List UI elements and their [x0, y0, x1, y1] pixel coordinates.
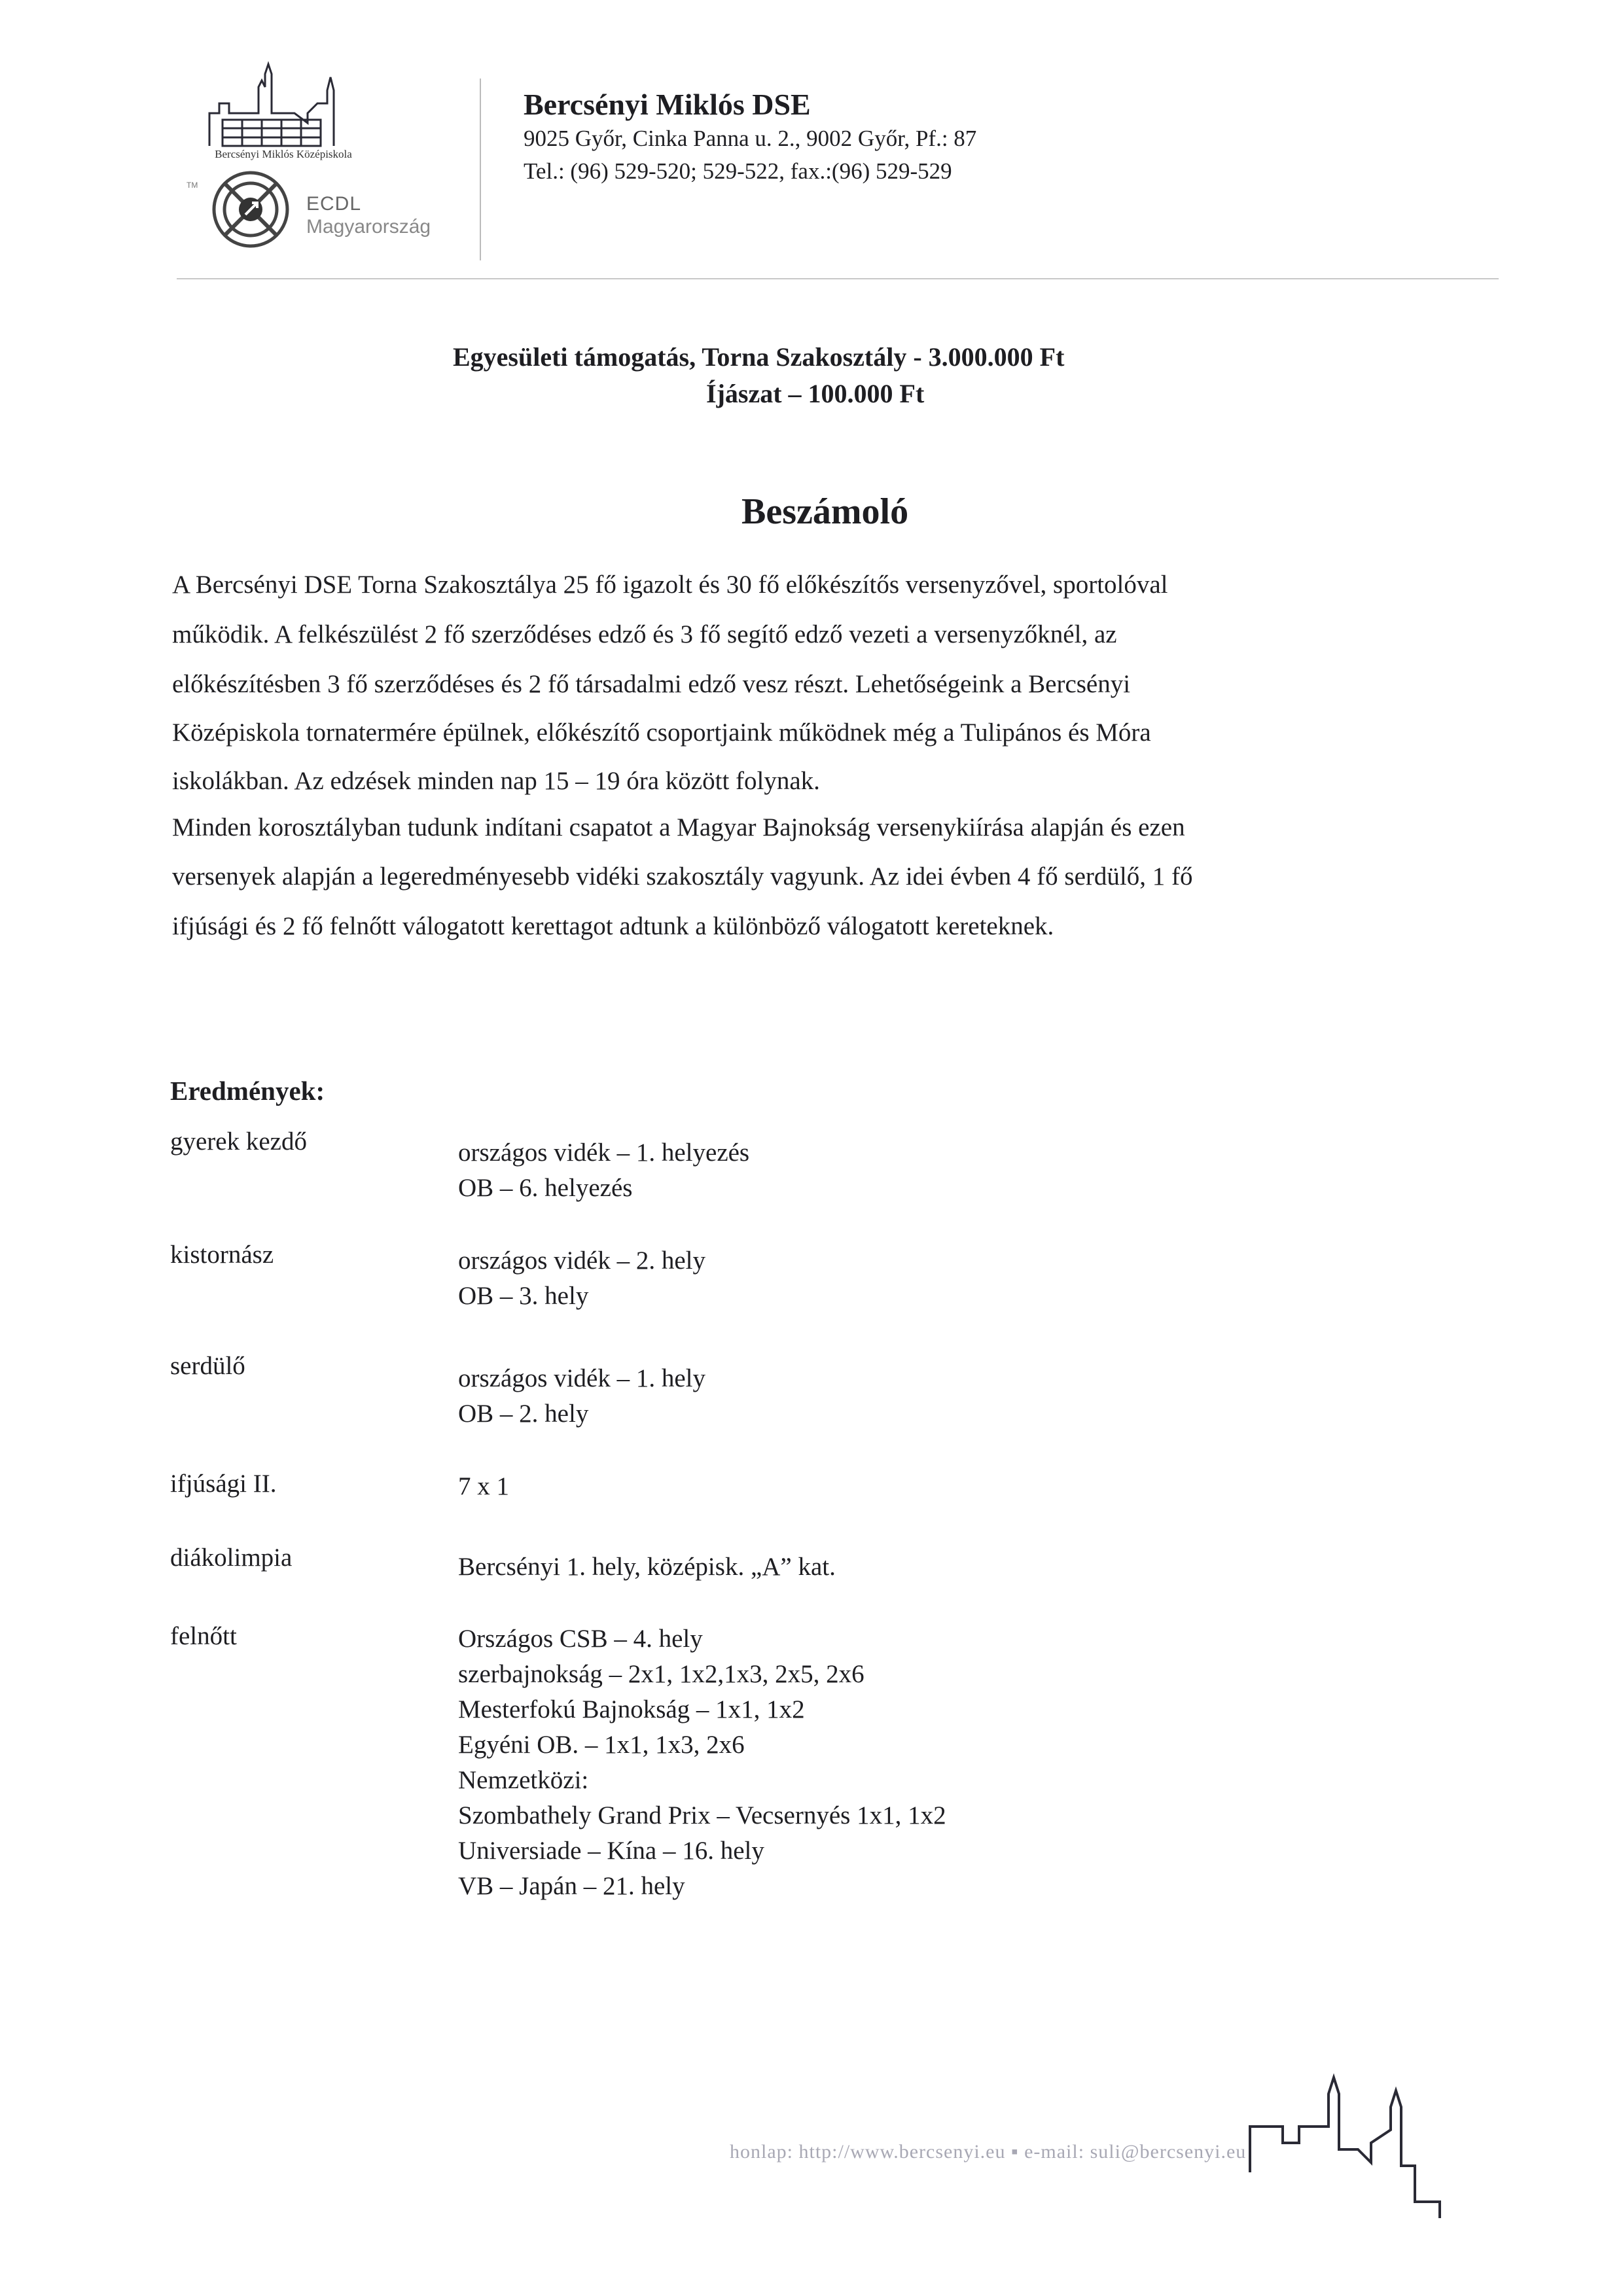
paragraph-line: működik. A felkészülést 2 fő szerződéses edző és 3 fő segítő edző vezeti a versenyzőknél, az [172, 620, 1117, 648]
paragraph-line: Minden korosztályban tudunk indítani csapatot a Magyar Bajnokság versenykiírása alapján és ezen [172, 813, 1185, 841]
result-line: szerbajnokság – 2x1, 1x2,1x3, 2x5, 2x6 [458, 1660, 865, 1688]
result-category: diákolimpia [170, 1544, 293, 1572]
ecdl-trademark: TM [187, 181, 198, 190]
result-category: serdülő [170, 1352, 245, 1380]
results-heading: Eredmények: [170, 1076, 325, 1106]
paragraph-line: ifjúsági és 2 fő felnőtt válogatott kerettagot adtunk a különböző válogatott kereteknek. [172, 912, 1054, 940]
organization-name: Bercsényi Miklós DSE [524, 88, 811, 121]
result-line: Országos CSB – 4. hely [458, 1625, 703, 1653]
paragraph-line: iskolákban. Az edzések minden nap 15 – 19 óra között folynak. [172, 767, 820, 795]
result-line: országos vidék – 1. helyezés [458, 1139, 750, 1167]
school-building-logo [196, 51, 360, 149]
result-line: Nemzetközi: [458, 1766, 589, 1794]
result-line: 7 x 1 [458, 1472, 509, 1500]
result-line: Bercsényi 1. hely, középisk. „A” kat. [458, 1553, 836, 1581]
result-category: ifjúsági II. [170, 1470, 277, 1498]
result-line: országos vidék – 1. hely [458, 1364, 706, 1392]
result-line: VB – Japán – 21. hely [458, 1872, 685, 1900]
result-entry [458, 1469, 509, 1504]
organization-phone: Tel.: (96) 529-520; 529-522, fax.:(96) 529-529 [524, 158, 952, 184]
paragraph-line: versenyek alapján a legeredményesebb vidéki szakosztály vagyunk. Az idei évben 4 fő serdülő, 1 fő [172, 862, 1193, 891]
result-line: Universiade – Kína – 16. hely [458, 1837, 764, 1865]
header-rule [177, 278, 1499, 279]
ecdl-title: ECDL [306, 193, 362, 215]
result-line: Egyéni OB. – 1x1, 1x3, 2x6 [458, 1731, 745, 1759]
ecdl-country: Magyarország [306, 216, 431, 238]
result-line: OB – 3. hely [458, 1282, 589, 1310]
paragraph-line: előkészítésben 3 fő szerződéses és 2 fő társadalmi edző vesz részt. Lehetőségeink a Bercsényi [172, 670, 1131, 698]
organization-address: 9025 Győr, Cinka Panna u. 2., 9002 Győr, Pf.: 87 [524, 126, 977, 151]
funding-line-gymnastics: Egyesületi támogatás, Torna Szakosztály - 3.000.000 Ft [453, 342, 1065, 372]
skyline-footer-logo [1243, 2068, 1492, 2218]
result-category: felnőtt [170, 1622, 237, 1650]
school-logo-caption: Bercsényi Miklós Középiskola [215, 148, 352, 160]
result-line: OB – 6. helyezés [458, 1174, 633, 1202]
result-line: országos vidék – 2. hely [458, 1246, 706, 1275]
result-entry [458, 1549, 836, 1585]
result-line: Szombathely Grand Prix – Vecsernyés 1x1, 1x2 [458, 1801, 946, 1829]
header-divider [480, 79, 481, 260]
footer-contact: honlap: http://www.bercsenyi.eu ▪ e-mail: suli@bercsenyi.eu [730, 2141, 1247, 2163]
result-entry [458, 1621, 946, 1904]
result-line: Mesterfokú Bajnokság – 1x1, 1x2 [458, 1695, 805, 1723]
paragraph-line: A Bercsényi DSE Torna Szakosztálya 25 fő igazolt és 30 fő előkészítős versenyzővel, sportolóval [172, 571, 1168, 599]
report-title: Beszámoló [741, 491, 909, 532]
result-entry [458, 1135, 749, 1206]
result-entry [458, 1361, 705, 1432]
result-line: OB – 2. hely [458, 1400, 589, 1428]
result-category: gyerek kezdő [170, 1127, 307, 1156]
result-category: kistornász [170, 1241, 274, 1269]
funding-line-archery: Íjászat – 100.000 Ft [706, 379, 925, 408]
paragraph-line: Középiskola tornatermére épülnek, előkészítő csoportjaink működnek még a Tulipános és Móra [172, 718, 1151, 747]
result-entry [458, 1243, 705, 1314]
